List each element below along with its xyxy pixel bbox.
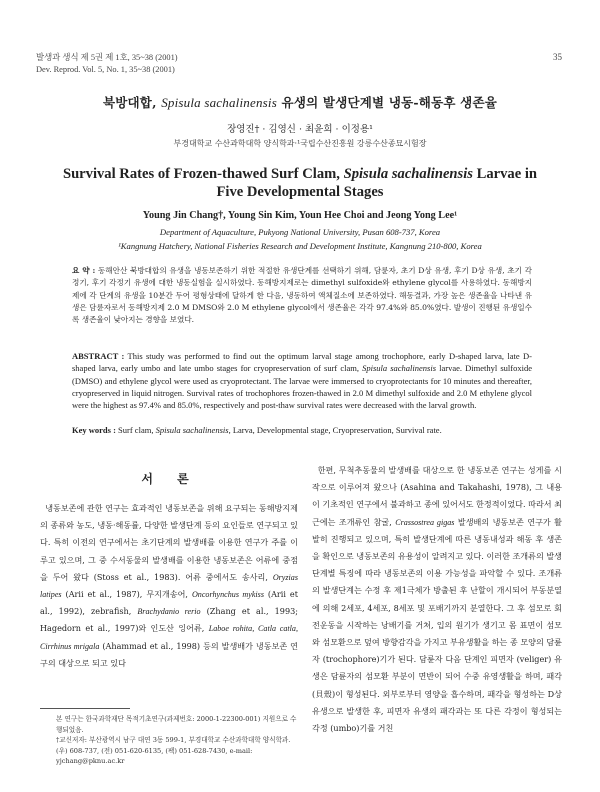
keywords: Key words : Surf clam, Spisula sachalinensis, Larva, Developmental stage, Cryopreservation, Survival rate. (72, 425, 442, 435)
abstract-english: ABSTRACT : This study was performed to find out the optimum larval stage among trochophore, early D-shaped larva, late D-shaped larva, early umbo and late umbo stages for cryopreservation of surf clam, Spisula sachalinensis larvae. Dimethyl sulfoxide (DMSO) and ethylene glycol were used as cryoprotectant. The larvae were immersed to cryoprotectants for 10 minutes and thereafter, cryopreserved in liquid nitrogen. Survival rates of trochophores frozen-thawed in 2.0 M dimethyl sulfoxide and 2.0 M ethylene glycol were the highest as 97.4% and 85.0%, respectively and post-thaw survival rates were decreased with the larval growth. (72, 351, 532, 411)
abstract-korean (72, 265, 532, 326)
title-english-species: Spisula sachalinensis (343, 166, 473, 182)
footnote-funding: 본 연구는 한국과학재단 목적기초연구(과제번호: 2000-1-22300-001) 지원으로 수행되었음. (56, 715, 297, 734)
body-left-column: 냉동보존에 관한 연구는 효과적인 냉동보존을 위해 요구되는 동해방지제의 종류와 농도, 냉동·해동률, 다양한 발생단계 등의 요인들로 연구되고 있다. 특히 이전의 연구에서는 초기단계의 발생배를 이용한 연구가 주를 이루고 있으며, 그 중 수서동물의 발생배를 이용한 냉동보존은 어류에 중점을 두어 왔다 (Stoss et al., 1983). 어류 중에서도 송사리, Oryzias latipes (Arii et al., 1987), 무지개송어, Oncorhynchus mykiss (Arii et al., 1992), zebrafish, Brachydanio rerio (Zhang et al., 1993; Hagedorn et al., 1997)와 인도산 잉어류, Laboe rohita, Catla catla, Cirrhinus mrigala (Ahammad et al., 1998) 등의 발생배가 냉동보존 연구의 대상으로 되고 있다 (40, 503, 298, 668)
affiliation-english-1: Department of Aquaculture, Pukyong National University, Pusan 608-737, Korea (159, 227, 441, 237)
page-number: 35 (553, 52, 562, 62)
title-english: Survival Rates of Frozen-thawed Surf Clam, Spisula sachalinensis Larvae in Five Developmental Stages (62, 166, 538, 200)
footnote-divider (40, 708, 130, 709)
abstract-english-label: ABSTRACT : (72, 351, 125, 361)
journal-header-korean: 발생과 생식 제 5권 제 1호, 35~38 (2001) (36, 53, 178, 62)
abstract-korean-label: 요 약 : (72, 266, 96, 275)
footnote-corresponding: †교신저자: 부산광역시 남구 대연 3동 599-1, 부경대학교 수산과학대학 양식학과. (우) 608-737, (전) 051-620-6135, (팩) 051-628-7430, e-mail: yjchang@pknu.ac.kr (56, 736, 291, 766)
authors-korean: 장영진† · 김영신 · 최윤희 · 이정용¹ (227, 124, 373, 135)
authors-english: Young Jin Chang†, Young Sin Kim, Youn Hee Choi and Jeong Yong Lee¹ (142, 210, 458, 221)
body-right-column: 한편, 무척추동물의 발생배를 대상으로 한 냉동보존 연구는 성게를 시작으로 이루어져 왔으나 (Asahina and Takahashi, 1978), 그 내용이 기초적인 연구에서 불과하고 종에 있어서도 한정적이었다. 따라서 최근에는 조개류인 참굴, Crassostrea gigas 발생배의 냉동보존 연구가 활발히 진행되고 있으며, 특히 발생단계에 따른 냉동내성과 해동 후 생존을 확인으로 냉동보존의 유용성이 알려지고 있다. 이러한 조개류의 발생단계별 특징에 따라 냉동보존의 이용 가능성을 파악할 수 있다. 조개류의 발생단계는 수정 후 제1극체가 방출된 후 난할이 개시되어 부동분열에 의해 2세포, 4세포, 8세포 및 포배기까지 분열한다. 그 후 섬모로 회전운동을 시작하는 낭배기를 거쳐, 입의 원기가 생기고 몸 표면이 섬모와 섬모환으로 덮여 방향감각을 가지고 부유생활을 하는 종 모양의 담륜자 (trochophore)기가 된다. 담륜자 다음 단계인 피면자 (veliger) 유생은 담륜자의 섬모환 부분이 면반이 되어 수중 유영생활을 하며, 패각(貝殼)이 형성된다. 외부로부터 영양을 흡수하며, 패각을 형성하는 D상 유생으로 발생한 후, 피면자 유생의 패각과는 또 다른 각정이 형성되는 각정 (umbo)기를 거친 (312, 465, 562, 734)
title-korean-species: Spisula sachalinensis (161, 95, 277, 110)
affiliation-korean: 부경대학교 수산과학대학 양식학과·¹국립수산진흥원 강릉수산종묘시험장 (173, 139, 427, 148)
section-title-introduction: 서 론 (141, 472, 199, 486)
abstract-korean-text: 동해안산 북방대합의 유생을 냉동보존하기 위한 적절한 유생단계를 선택하기 위해, 담륜자, 초기 D상 유생, 후기 D상 유생, 초기 각정기, 후기 각정기 유생에 대한 냉동실험을 실시하였다. 동해방지제로는 dimethyl sulfoxide와 ethylene glycol를 사용하였다. 동해방지제에 각 단계의 유생을 10분간 두어 평형상태에 달하게 한 다음, 냉동하여 액체질소에 보존하였다. 해동결과, 가장 높은 생존율을 나타낸 유생은 담륜자로서 동해방지제 2.0 M DMSO와 2.0 M ethylene glycol에서 생존율은 각각 97.4%와 85.0%였다. 발생이 진행된 유생일수록 생존율이 낮아지는 경향을 보였다. (72, 266, 533, 325)
footnote (56, 714, 300, 767)
keywords-label: Key words : (72, 425, 116, 435)
journal-header (36, 52, 178, 76)
affiliation-english-2: ¹Kangnung Hatchery, National Fisheries Research and Development Institute, Kangnung 210-800, Korea (118, 240, 482, 251)
journal-header-english: Dev. Reprod. Vol. 5, No. 1, 35~38 (2001) (36, 65, 175, 74)
title-korean: 북방대합, Spisula sachalinensis 유생의 발생단계별 냉동-해동후 생존율 (102, 95, 497, 110)
affiliation-english (60, 226, 540, 253)
